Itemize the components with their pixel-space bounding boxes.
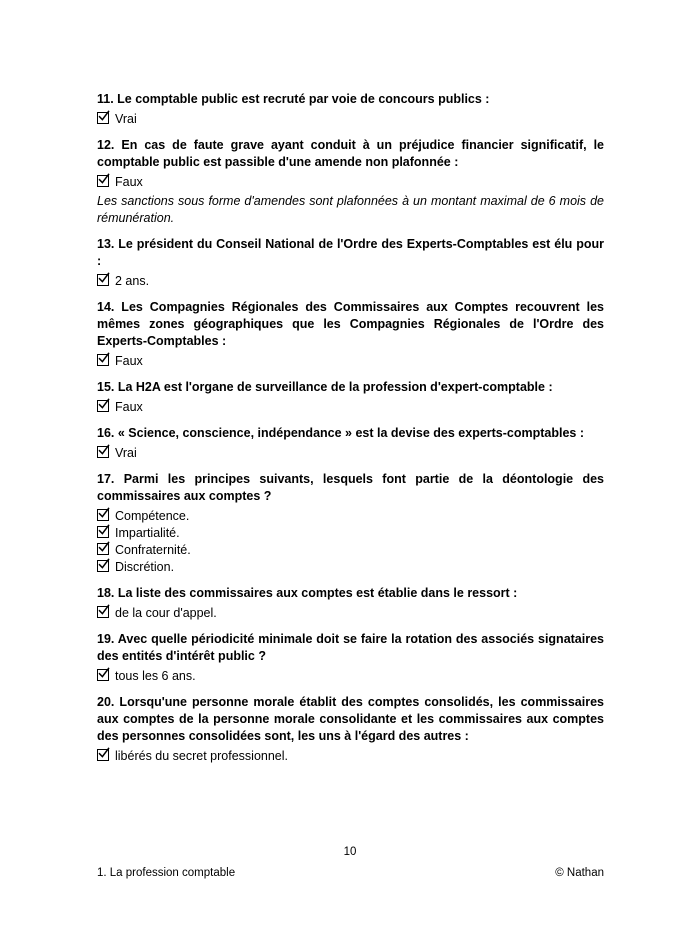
checked-checkbox-icon <box>97 400 109 412</box>
question-text: 17. Parmi les principes suivants, lesquels font partie de la déontologie des commissaires aux comptes ? <box>97 472 604 503</box>
answer-line <box>97 668 604 685</box>
answer-text: Impartialité. <box>115 526 180 540</box>
page-footer <box>97 867 604 879</box>
answer-text: tous les 6 ans. <box>115 669 196 683</box>
question-block <box>97 585 604 622</box>
checked-checkbox-icon <box>97 669 109 681</box>
answer-text: Vrai <box>115 112 137 126</box>
question-block <box>97 91 604 128</box>
checked-checkbox-icon <box>97 274 109 286</box>
answer-line <box>97 273 604 290</box>
checked-checkbox-icon <box>97 606 109 618</box>
answer-line <box>97 111 604 128</box>
answer-text: Faux <box>115 175 143 189</box>
question-block <box>97 137 604 227</box>
question-text: 14. Les Compagnies Régionales des Commissaires aux Comptes recouvrent les mêmes zones géographiques que les Compagnies Régionales de l'Ordre des Experts-Comptables : <box>97 300 604 348</box>
answer-text: Discrétion. <box>115 560 175 574</box>
answer-line <box>97 542 604 559</box>
answer-text: libérés du secret professionnel. <box>115 749 289 763</box>
answer-text: 2 ans. <box>115 274 150 288</box>
answer-text: Confraternité. <box>115 543 191 557</box>
page-content <box>97 91 604 765</box>
question-text: 20. Lorsqu'une personne morale établit des comptes consolidés, les commissaires aux comptes de la personne morale consolidante et les commissaires aux comptes des personnes consolidées sont, les uns à l'égard des autres : <box>97 695 604 743</box>
answer-line <box>97 525 604 542</box>
question-block <box>97 379 604 416</box>
question-text: 16. « Science, conscience, indépendance » est la devise des experts-comptables : <box>97 426 585 440</box>
question-block <box>97 631 604 685</box>
footer-copyright: © Nathan <box>555 867 604 879</box>
checked-checkbox-icon <box>97 509 109 521</box>
answer-text: Faux <box>115 400 143 414</box>
answer-line <box>97 508 604 525</box>
checked-checkbox-icon <box>97 354 109 366</box>
answer-line <box>97 748 604 765</box>
question-text: 11. Le comptable public est recruté par voie de concours publics : <box>97 92 490 106</box>
checked-checkbox-icon <box>97 526 109 538</box>
question-block <box>97 425 604 462</box>
answer-line <box>97 605 604 622</box>
question-block <box>97 299 604 370</box>
page-number: 10 <box>343 846 357 858</box>
answer-text: Vrai <box>115 446 137 460</box>
checked-checkbox-icon <box>97 446 109 458</box>
checked-checkbox-icon <box>97 749 109 761</box>
answer-text: Faux <box>115 354 143 368</box>
answer-line <box>97 353 604 370</box>
question-block <box>97 236 604 290</box>
answer-note: Les sanctions sous forme d'amendes sont plafonnées à un montant maximal de 6 mois de rémunération. <box>97 194 604 225</box>
question-text: 15. La H2A est l'organe de surveillance de la profession d'expert-comptable : <box>97 380 553 394</box>
question-text: 19. Avec quelle périodicité minimale doit se faire la rotation des associés signataires des entités d'intérêt public ? <box>97 632 604 663</box>
answer-line <box>97 445 604 462</box>
checked-checkbox-icon <box>97 175 109 187</box>
answer-line <box>97 174 604 191</box>
answer-text: Compétence. <box>115 509 190 523</box>
checked-checkbox-icon <box>97 112 109 124</box>
checked-checkbox-icon <box>97 560 109 572</box>
answer-line <box>97 559 604 576</box>
question-block <box>97 694 604 765</box>
checked-checkbox-icon <box>97 543 109 555</box>
answer-text: de la cour d'appel. <box>115 606 217 620</box>
question-text: 12. En cas de faute grave ayant conduit à un préjudice financier significatif, le comptable public est passible d'une amende non plafonnée : <box>97 138 604 169</box>
question-text: 18. La liste des commissaires aux comptes est établie dans le ressort : <box>97 586 518 600</box>
footer-chapter-title: 1. La profession comptable <box>97 867 236 879</box>
question-block <box>97 471 604 576</box>
answer-line <box>97 399 604 416</box>
question-text: 13. Le président du Conseil National de l'Ordre des Experts-Comptables est élu pour : <box>97 237 604 268</box>
